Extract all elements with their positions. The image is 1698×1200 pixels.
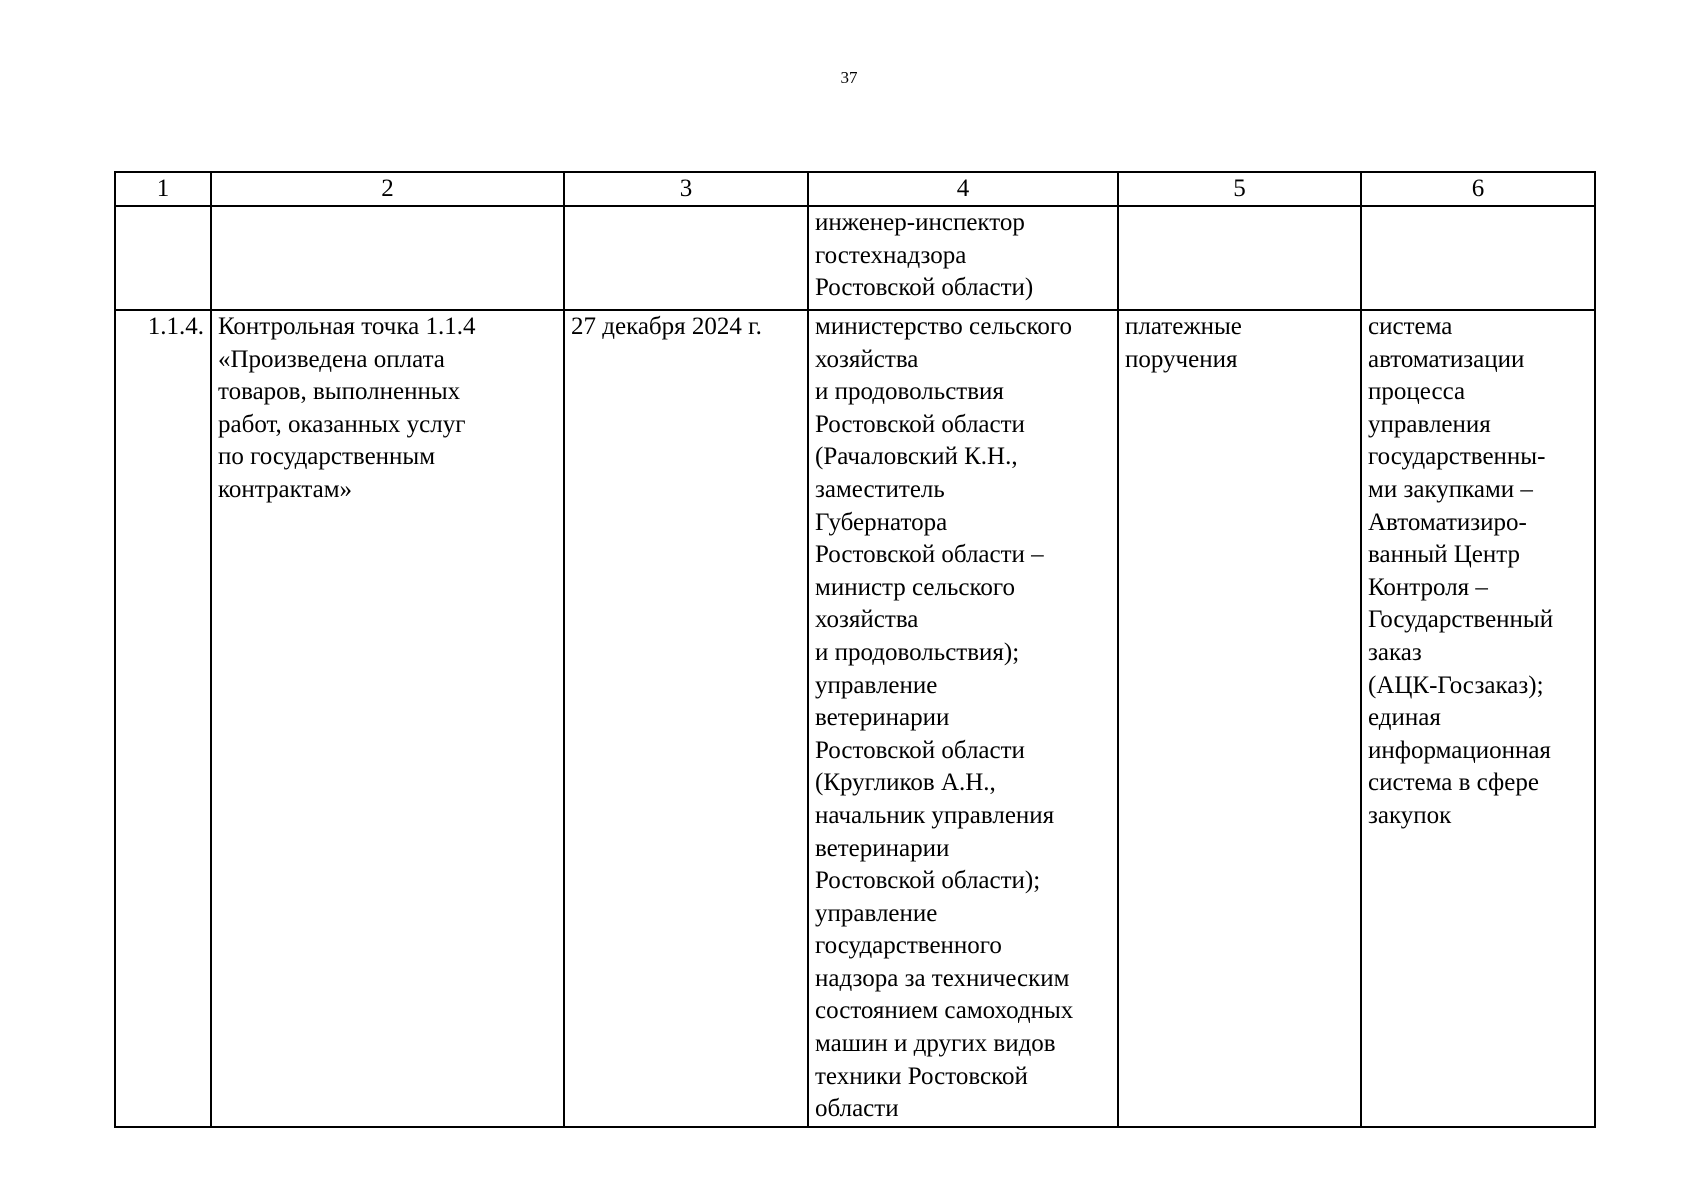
header-cell: 6	[1361, 172, 1595, 206]
cell-text-line: товаров, выполненных	[218, 378, 461, 406]
cell-text-line: Государственный	[1368, 606, 1554, 634]
table-cell	[211, 206, 564, 310]
header-cell: 4	[808, 172, 1118, 206]
cell-text-line: система	[1368, 313, 1453, 340]
cell-text-line: Автоматизиро-	[1368, 508, 1527, 536]
table-cell	[115, 206, 211, 310]
cell-text-line: Ростовской области	[815, 410, 1025, 438]
cell-text-line: управление	[815, 899, 938, 927]
cell-text-line: 27 декабря 2024 г.	[571, 313, 762, 340]
table-row	[115, 206, 1595, 310]
header-cell: 1	[115, 172, 211, 206]
cell-text-line: контрактам»	[218, 475, 353, 503]
cell-text-line: система в сфере	[1368, 769, 1539, 797]
cell-text-line: области	[815, 1095, 899, 1123]
cell-text-line: управление	[815, 671, 938, 699]
cell-text-line: заместитель	[815, 475, 945, 503]
cell-text-line: заказ	[1368, 638, 1422, 666]
cell-text-line: министр сельского	[815, 573, 1016, 601]
header-cell: 5	[1118, 172, 1361, 206]
table-cell	[1361, 206, 1595, 310]
cell-text-line: Ростовской области);	[815, 867, 1041, 895]
cell-text-line: хозяйства	[815, 606, 919, 634]
cell-text-line: ванный Центр	[1368, 541, 1521, 569]
cell-text-line: (АЦК-Госзаказ);	[1368, 671, 1544, 699]
cell-text-line: ми закупками –	[1368, 475, 1533, 503]
table-row	[115, 310, 1595, 1127]
cell-text-line: поручения	[1125, 345, 1238, 373]
cell-text-line: Ростовской области –	[815, 541, 1044, 569]
cell-text-line: государственны-	[1368, 443, 1546, 471]
cell-text-line: управления	[1368, 410, 1491, 438]
cell-text-line: и продовольствия);	[815, 638, 1020, 666]
cell-text-line: техники Ростовской	[815, 1062, 1028, 1090]
table-cell	[1118, 310, 1361, 1127]
cell-text-line: и продовольствия	[815, 378, 1004, 406]
cell-text-line: (Кругликов А.Н.,	[815, 769, 996, 797]
table-cell	[1118, 206, 1361, 310]
cell-text-line: «Произведена оплата	[218, 345, 445, 373]
cell-text-line: по государственным	[218, 443, 436, 471]
table-cell	[808, 206, 1118, 310]
table-cell	[211, 310, 564, 1127]
table-cell	[564, 310, 808, 1127]
cell-text-line: информационная	[1368, 736, 1551, 764]
cell-text-line: Контрольная точка 1.1.4	[218, 313, 476, 340]
cell-text-line: работ, оказанных услуг	[218, 410, 466, 438]
header-cell: 2	[211, 172, 564, 206]
cell-text-line: инженер-инспектор	[815, 209, 1025, 236]
cell-text-line: начальник управления	[815, 801, 1055, 829]
table-cell	[808, 310, 1118, 1127]
page-number: 37	[840, 68, 858, 87]
cell-text-line: состоянием самоходных	[815, 997, 1074, 1025]
cell-text-line: платежные	[1125, 313, 1242, 340]
cell-text-line: хозяйства	[815, 345, 919, 373]
table-cell	[1361, 310, 1595, 1127]
cell-text-line: закупок	[1368, 801, 1452, 829]
cell-text-line: Контроля –	[1368, 573, 1488, 601]
main-table	[114, 171, 1596, 1128]
cell-text-line: гостехнадзора	[815, 241, 967, 269]
cell-text-line: процесса	[1368, 378, 1466, 406]
cell-text-line: Ростовской области)	[815, 274, 1034, 302]
cell-text-line: ветеринарии	[815, 834, 950, 862]
cell-text-line: (Рачаловский К.Н.,	[815, 443, 1018, 471]
cell-text-line: надзора за техническим	[815, 964, 1070, 992]
table-header-row	[115, 172, 1595, 206]
cell-text-line: Губернатора	[815, 508, 948, 536]
cell-text-line: Ростовской области	[815, 736, 1025, 764]
cell-text-line: государственного	[815, 932, 1002, 960]
table-cell	[564, 206, 808, 310]
cell-text-line: 1.1.4.	[147, 313, 204, 340]
cell-text-line: машин и других видов	[815, 1030, 1056, 1058]
cell-text-line: автоматизации	[1368, 345, 1525, 373]
cell-text-line: ветеринарии	[815, 704, 950, 732]
table-cell	[115, 310, 211, 1127]
header-cell: 3	[564, 172, 808, 206]
cell-text-line: единая	[1368, 704, 1441, 732]
cell-text-line: министерство сельского	[815, 313, 1072, 340]
